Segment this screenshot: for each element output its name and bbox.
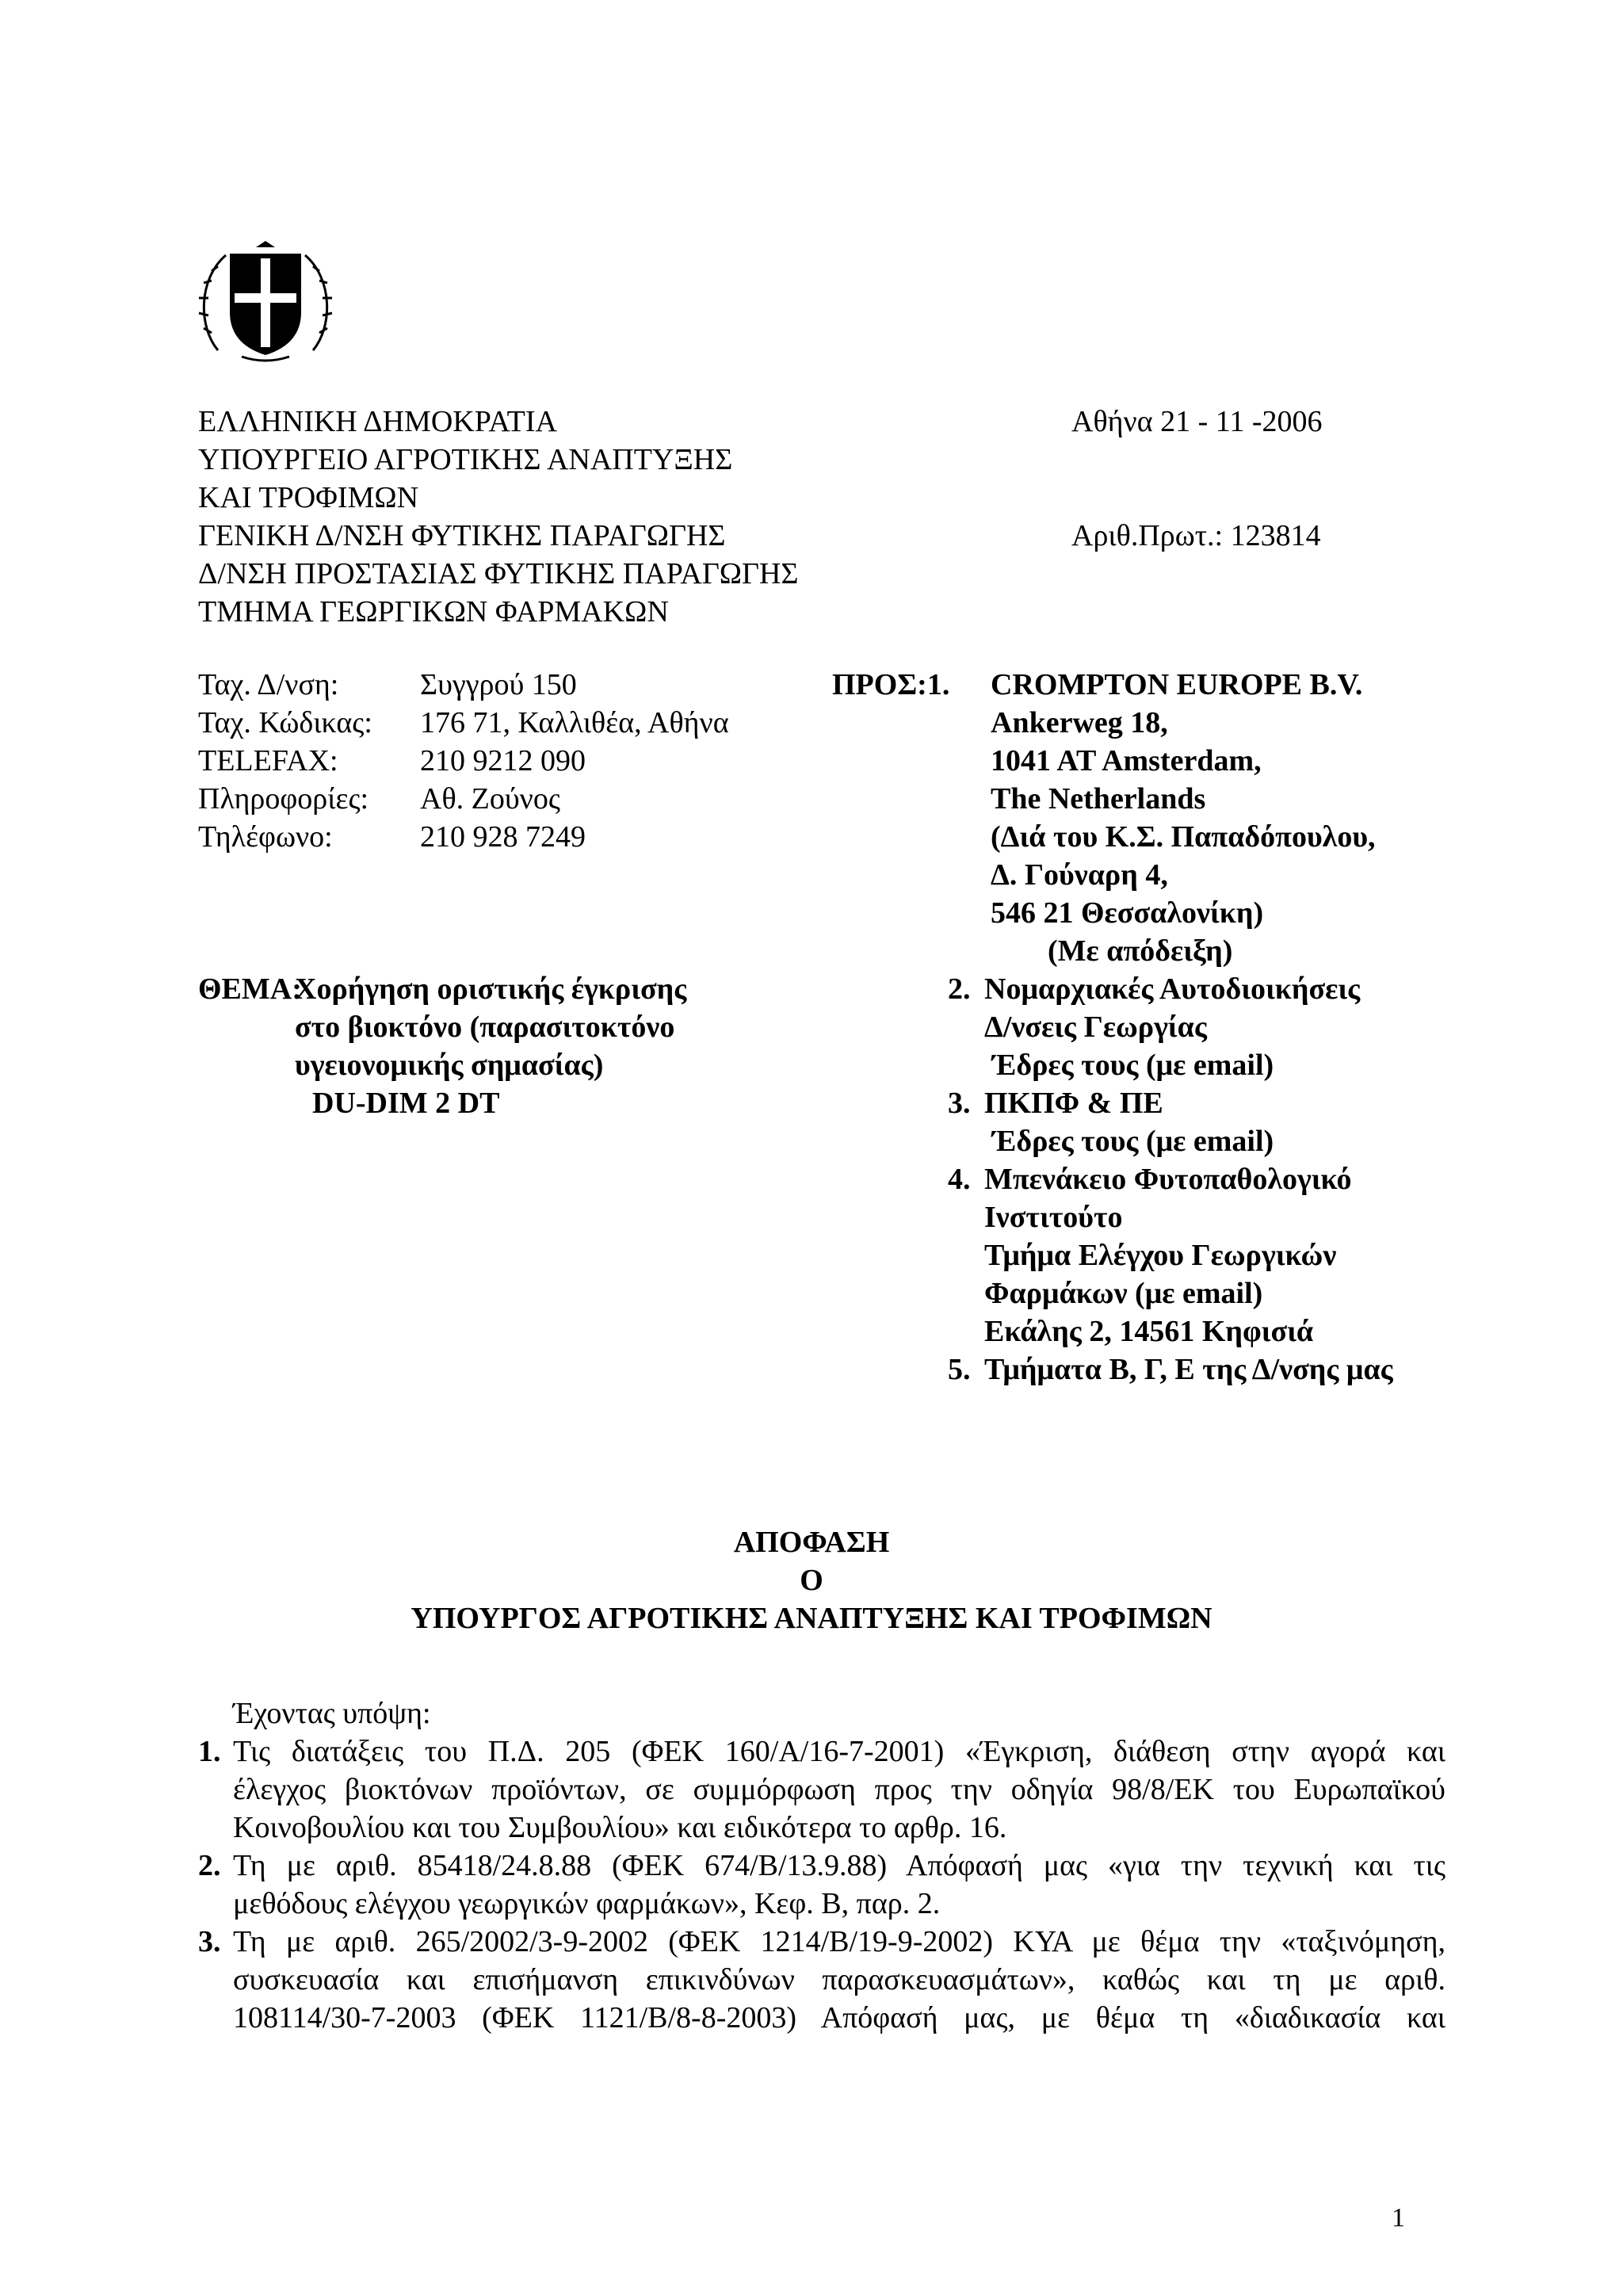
contact-block — [198, 666, 729, 856]
header-line: Δ/ΝΣΗ ΠΡΟΣΤΑΣΙΑΣ ΦΥΤΙΚΗΣ ΠΑΡΑΓΩΓΗΣ — [198, 557, 799, 590]
contact-label: Πληροφορίες: — [198, 782, 369, 816]
considering-intro: Έχοντας υπόψη: — [233, 1697, 431, 1730]
body-line: συσκευασία και επισήμανση επικινδύνων παρασκευασμάτων», καθώς και τη με αριθ. — [233, 1963, 1445, 1996]
recipient-3-number: 3. — [948, 1087, 971, 1120]
recipient-line: ΠΚΠΦ & ΠΕ — [984, 1087, 1163, 1120]
header-line: ΥΠΟΥΡΓΕΙΟ ΑΓΡΟΤΙΚΗΣ ΑΝΑΠΤΥΞΗΣ — [198, 443, 733, 476]
recipient-2 — [984, 970, 1360, 1084]
subject — [295, 970, 686, 1122]
subject-line: DU-DIM 2 DT — [312, 1087, 500, 1120]
decision-heading: ΑΠΟΦΑΣΗ — [733, 1526, 890, 1559]
recipient-line: (Διά του Κ.Σ. Παπαδόπουλου, — [991, 820, 1376, 854]
recipient-line: The Netherlands — [991, 782, 1206, 816]
recipient-note: Έδρες τους (με email) — [992, 1125, 1274, 1158]
recipient-line: Δ/νσεις Γεωργίας — [984, 1010, 1207, 1044]
item-number: 2. — [198, 1849, 221, 1882]
subject-line: στο βιοκτόνο (παρασιτοκτόνο — [295, 1010, 675, 1044]
contact-value: Αθ. Ζούνος — [420, 782, 560, 816]
recipients-prefix: ΠΡΟΣ:1. — [832, 668, 950, 701]
body-line: 108114/30-7-2003 (ΦΕΚ 1121/Β/8-8-2003) Απόφασή μας, με θέμα τη «διαδικασία και — [233, 2001, 1445, 2034]
item-number: 3. — [198, 1925, 221, 1958]
subject-line: Χορήγηση οριστικής έγκρισης — [295, 972, 687, 1006]
body-line: Τις διατάξεις του Π.Δ. 205 (ΦΕΚ 160/Α/16-7-2001) «Έγκριση, διάθεση στην αγορά και — [233, 1735, 1445, 1768]
contact-value: 210 928 7249 — [420, 820, 586, 854]
recipient-line: Φαρμάκων (με email) — [984, 1277, 1263, 1310]
recipient-line: 1041 AT Amsterdam, — [991, 744, 1262, 777]
header-ministry — [198, 403, 799, 631]
recipient-4-number: 4. — [948, 1163, 971, 1196]
protocol-number: Αριθ.Πρωτ.: 123814 — [1071, 519, 1321, 552]
contact-label: Ταχ. Δ/νση: — [198, 668, 339, 701]
recipient-line: Δ. Γούναρη 4, — [991, 858, 1168, 892]
recipient-3 — [984, 1084, 1274, 1160]
contact-value: Συγγρού 150 — [420, 668, 577, 701]
body-line: έλεγχος βιοκτόνων προϊόντων, σε συμμόρφωση προς την οδηγία 98/8/ΕΚ του Ευρωπαϊκού — [233, 1773, 1445, 1806]
recipient-line: Τμήμα Ελέγχου Γεωργικών — [984, 1239, 1337, 1272]
header-line: ΚΑΙ ΤΡΟΦΙΜΩΝ — [198, 481, 419, 514]
body-line: Κοινοβουλίου και του Συμβουλίου» και ειδικότερα το αρθρ. 16. — [233, 1811, 1007, 1844]
recipient-2-number: 2. — [948, 972, 971, 1006]
recipient-note: (Με απόδειξη) — [1048, 934, 1233, 968]
recipient-4 — [984, 1160, 1352, 1350]
contact-label: TELEFAX: — [198, 744, 338, 777]
contact-label: Ταχ. Κώδικας: — [198, 706, 372, 739]
item-number: 1. — [198, 1735, 221, 1768]
recipient-line: Ankerweg 18, — [991, 706, 1168, 739]
recipient-line: 546 21 Θεσσαλονίκη) — [991, 896, 1264, 930]
header-line: ΕΛΛΗΝΙΚΗ ΔΗΜΟΚΡΑΤΙΑ — [198, 405, 557, 438]
recipient-1 — [991, 666, 1376, 970]
body-item-2 — [233, 1847, 1445, 1923]
contact-value: 176 71, Καλλιθέα, Αθήνα — [420, 706, 729, 739]
subject-line: υγειονομικής σημασίας) — [295, 1049, 604, 1082]
recipient-line: Μπενάκειο Φυτοπαθολογικό — [984, 1163, 1352, 1196]
recipient-line: Εκάλης 2, 14561 Κηφισιά — [984, 1315, 1314, 1348]
decision-title — [0, 1523, 1623, 1637]
body-item-1 — [233, 1733, 1445, 1847]
document-date: Αθήνα 21 - 11 -2006 — [1071, 405, 1323, 438]
coat-of-arms-emblem — [194, 239, 337, 365]
body-item-3 — [233, 1923, 1445, 2037]
header-line: ΓΕΝΙΚΗ Δ/ΝΣΗ ΦΥΤΙΚΗΣ ΠΑΡΑΓΩΓΗΣ — [198, 519, 726, 552]
contact-label: Τηλέφωνο: — [198, 820, 333, 854]
decision-minister: ΥΠΟΥΡΓΟΣ ΑΓΡΟΤΙΚΗΣ ΑΝΑΠΤΥΞΗΣ ΚΑΙ ΤΡΟΦΙΜΩΝ — [411, 1602, 1212, 1635]
decision-article: Ο — [800, 1564, 823, 1597]
subject-label: ΘΕΜΑ: — [198, 972, 302, 1006]
body-line: Τη με αριθ. 85418/24.8.88 (ΦΕΚ 674/Β/13.9.88) Απόφασή μας «για την τεχνική και τις — [233, 1849, 1445, 1882]
recipient-line: Ινστιτούτο — [984, 1201, 1123, 1234]
header-line: ΤΜΗΜΑ ΓΕΩΡΓΙΚΩΝ ΦΑΡΜΑΚΩΝ — [198, 595, 669, 628]
recipient-line: CROMPTON EUROPE B.V. — [991, 668, 1363, 701]
recipient-line: Νομαρχιακές Αυτοδιοικήσεις — [984, 972, 1361, 1006]
contact-value: 210 9212 090 — [420, 744, 586, 777]
body-line: Τη με αριθ. 265/2002/3-9-2002 (ΦΕΚ 1214/Β/19-9-2002) ΚΥΑ με θέμα την «ταξινόμηση, — [233, 1925, 1445, 1958]
page-number: 1 — [1392, 2203, 1405, 2233]
body-line: μεθόδους ελέγχου γεωργικών φαρμάκων», Κεφ. Β, παρ. 2. — [233, 1887, 941, 1920]
recipient-5: Τμήματα Β, Γ, Ε της Δ/νσης μας — [984, 1353, 1393, 1386]
recipient-5-number: 5. — [948, 1353, 971, 1386]
recipient-note: Έδρες τους (με email) — [992, 1049, 1274, 1082]
